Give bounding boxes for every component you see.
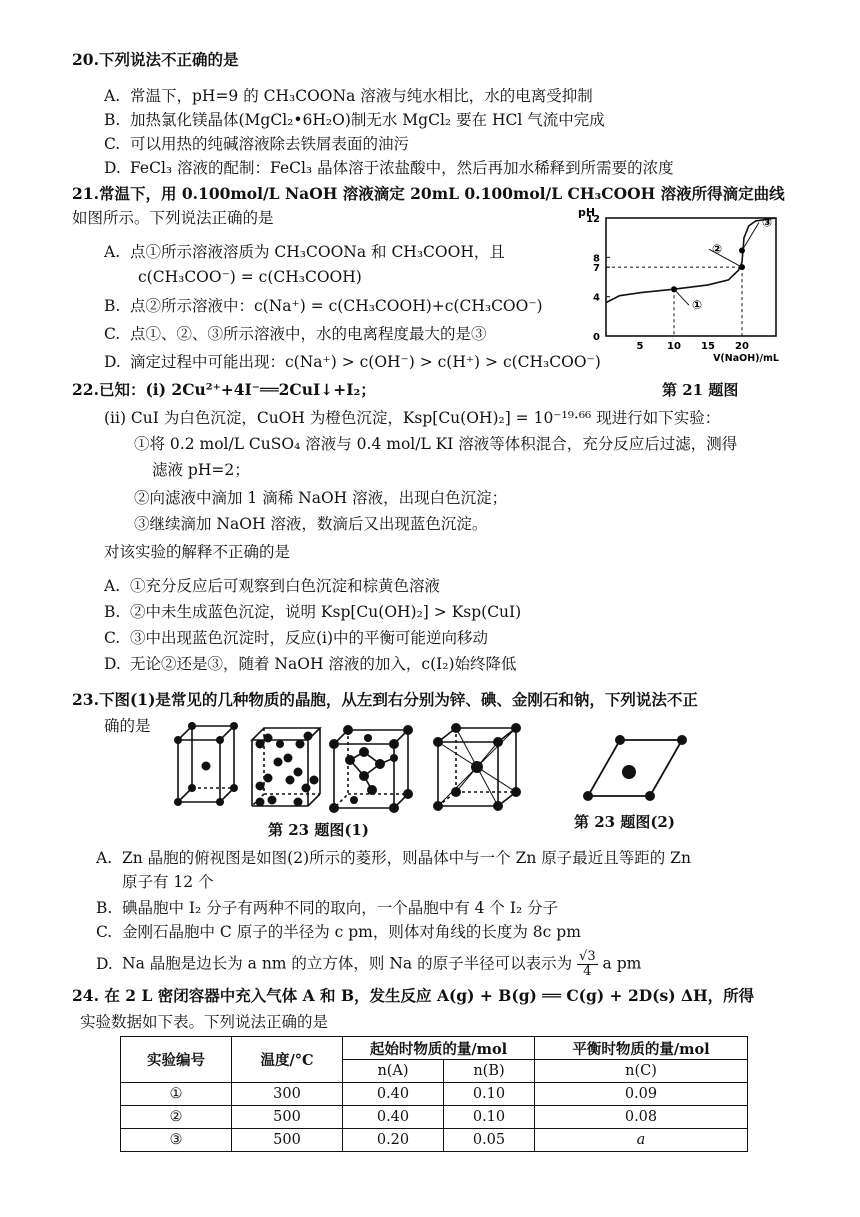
unit-cells-figure: [168, 718, 538, 818]
q23-option-d: D. Na 晶胞是边长为 a nm 的立方体，则 Na 的原子半径可以表示为 $\frac{√3}{4}$ a pm: [96, 949, 642, 979]
point-leader: [674, 289, 689, 305]
cell-nA: 0.40: [343, 1083, 444, 1106]
q22-option-d: D. 无论②还是③，随着 NaOH 溶液的加入，c(I₂)始终降低: [104, 655, 517, 673]
q23-caption-2: 第 23 题图(2): [574, 813, 675, 831]
q22-step-2: ②向滤液中滴加 1 滴稀 NaOH 溶液，出现白色沉淀；: [134, 489, 508, 507]
q23-caption-1: 第 23 题图(1): [268, 821, 369, 839]
cell-temp: 500: [232, 1106, 343, 1129]
y-axis-label: pH: [578, 206, 596, 219]
q21-option-b: B. 点②所示溶液中：c(Na⁺) = c(CH₃COOH)+c(CH₃COO⁻): [104, 297, 543, 315]
cell-nA: 0.20: [343, 1129, 444, 1152]
q22-option-b: B. ②中未生成蓝色沉淀，说明 Ksp[Cu(OH)₂] > Ksp(CuI): [104, 603, 522, 621]
q23-option-a: A. Zn 晶胞的俯视图是如图(2)所示的菱形，则晶体中与一个 Zn 原子最近且等距的 Zn: [96, 849, 691, 867]
q24-stem-line2: 实验数据如下表。下列说法正确的是: [80, 1013, 329, 1031]
header-experiment-no: 实验编号: [121, 1037, 232, 1083]
x-tick-label: 15: [701, 341, 715, 352]
q23-option-b: B. 碘晶胞中 I₂ 分子有两种不同的取向，一个晶胞中有 4 个 I₂ 分子: [96, 899, 559, 917]
x-tick-label: 5: [636, 341, 644, 352]
q22-step-1-cont: 滤液 pH=2；: [152, 461, 250, 479]
q21-stem-line2: 如图所示。下列说法正确的是: [72, 209, 274, 227]
point-label: ③: [762, 215, 773, 230]
header-equilibrium-amount: 平衡时物质的量/mol: [535, 1037, 748, 1060]
x-tick-label: 10: [667, 341, 681, 352]
y-tick-label: 12: [586, 214, 600, 225]
q22-step-1: ①将 0.2 mol/L CuSO₄ 溶液与 0.4 mol/L KI 溶液等体积混合，充分反应后过滤，测得: [134, 435, 738, 453]
y-tick-label: 8: [593, 253, 600, 265]
titration-curve: [606, 218, 776, 303]
header-temperature: 温度/°C: [232, 1037, 343, 1083]
y-tick-label: 0: [593, 332, 600, 343]
header-nA: n(A): [343, 1060, 444, 1083]
table-row: [121, 1106, 748, 1129]
table-row: [121, 1083, 748, 1106]
x-tick-label: 20: [735, 341, 749, 352]
q22-stem-line2: (ii) CuI 为白色沉淀，CuOH 为橙色沉淀，Ksp[Cu(OH)₂] = 10⁻¹⁹·⁶⁶ 现进行如下实验：: [104, 409, 721, 427]
q21-option-a-cont: c(CH₃COO⁻) = c(CH₃COOH): [138, 268, 362, 286]
y-tick-label: 4: [593, 292, 600, 304]
cell-nB: 0.10: [444, 1106, 535, 1129]
cell-nC: 0.09: [535, 1083, 748, 1106]
q20-option-a: A. 常温下，pH=9 的 CH₃COONa 溶液与纯水相比，水的电离受抑制: [104, 87, 593, 105]
q22-step-3: ③继续滴加 NaOH 溶液，数滴后又出现蓝色沉淀。: [134, 515, 488, 533]
q20-option-d: D. FeCl₃ 溶液的配制：FeCl₃ 晶体溶于浓盐酸中，然后再加水稀释到所需要的浓度: [104, 159, 674, 177]
cell-nB: 0.05: [444, 1129, 535, 1152]
q23-option-c: C. 金刚石晶胞中 C 原子的半径为 c pm，则体对角线的长度为 8c pm: [96, 923, 581, 941]
q21-chart-caption: 第 21 题图: [662, 381, 739, 399]
experiment-data-table: [120, 1036, 748, 1152]
q23-stem-line1: 23.下图(1)是常见的几种物质的晶胞，从左到右分别为锌、碘、金刚石和钠，下列说法不正: [72, 690, 698, 709]
cell-nC: a: [535, 1129, 748, 1152]
cell-exp: ①: [121, 1083, 232, 1106]
rhombus-figure: [580, 732, 690, 804]
y-tick-label: 7: [593, 263, 600, 275]
header-nC: n(C): [535, 1060, 748, 1083]
x-axis-label: V(NaOH)/mL: [713, 353, 779, 364]
q20-option-c: C. 可以用热的纯碱溶液除去铁屑表面的油污: [104, 135, 410, 153]
q20-stem: 20.下列说法不正确的是: [72, 50, 239, 69]
titration-curve-chart: [572, 204, 794, 364]
cell-exp: ③: [121, 1129, 232, 1152]
q22-option-c: C. ③中出现蓝色沉淀时，反应(i)中的平衡可能逆向移动: [104, 629, 489, 647]
q22-stem-line1: 22.已知：(i) 2Cu²⁺+4I⁻══2CuI↓+I₂；: [72, 380, 376, 399]
cell-nB: 0.10: [444, 1083, 535, 1106]
q21-option-c: C. 点①、②、③所示溶液中，水的电离程度最大的是③: [104, 325, 487, 343]
q20-option-b: B. 加热氯化镁晶体(MgCl₂•6H₂O)制无水 MgCl₂ 要在 HCl 气流中完成: [104, 111, 605, 129]
q21-option-d: D. 滴定过程中可能出现：c(Na⁺) > c(OH⁻) > c(H⁺) > c(CH₃COO⁻): [104, 353, 601, 371]
sqrt3-over-4-fraction: $\frac{√3}{4}$: [579, 949, 596, 979]
cell-nA: 0.40: [343, 1106, 444, 1129]
q21-stem-line1: 21.常温下，用 0.100mol/L NaOH 溶液滴定 20mL 0.100mol/L CH₃COOH 溶液所得滴定曲线: [72, 184, 785, 203]
data-point: [739, 264, 745, 270]
point-label: ②: [712, 242, 723, 257]
header-initial-amount: 起始时物质的量/mol: [343, 1037, 535, 1060]
cell-exp: ②: [121, 1106, 232, 1129]
cell-nC: 0.08: [535, 1106, 748, 1129]
header-nB: n(B): [444, 1060, 535, 1083]
cell-temp: 300: [232, 1083, 343, 1106]
q22-option-a: A. ①充分反应后可观察到白色沉淀和棕黄色溶液: [104, 577, 441, 595]
q22-question: 对该实验的解释不正确的是: [104, 543, 291, 561]
q24-stem-line1: 24. 在 2 L 密闭容器中充入气体 A 和 B，发生反应 A(g) + B(g) ══ C(g) + 2D(s) ΔH，所得: [72, 986, 755, 1005]
q21-option-a: A. 点①所示溶液溶质为 CH₃COONa 和 CH₃COOH，且: [104, 243, 505, 261]
table-row: [121, 1129, 748, 1152]
cell-temp: 500: [232, 1129, 343, 1152]
q23-stem-line2: 确的是: [104, 717, 151, 735]
point-label: ①: [692, 298, 703, 313]
q23-option-a-cont: 原子有 12 个: [122, 873, 214, 891]
